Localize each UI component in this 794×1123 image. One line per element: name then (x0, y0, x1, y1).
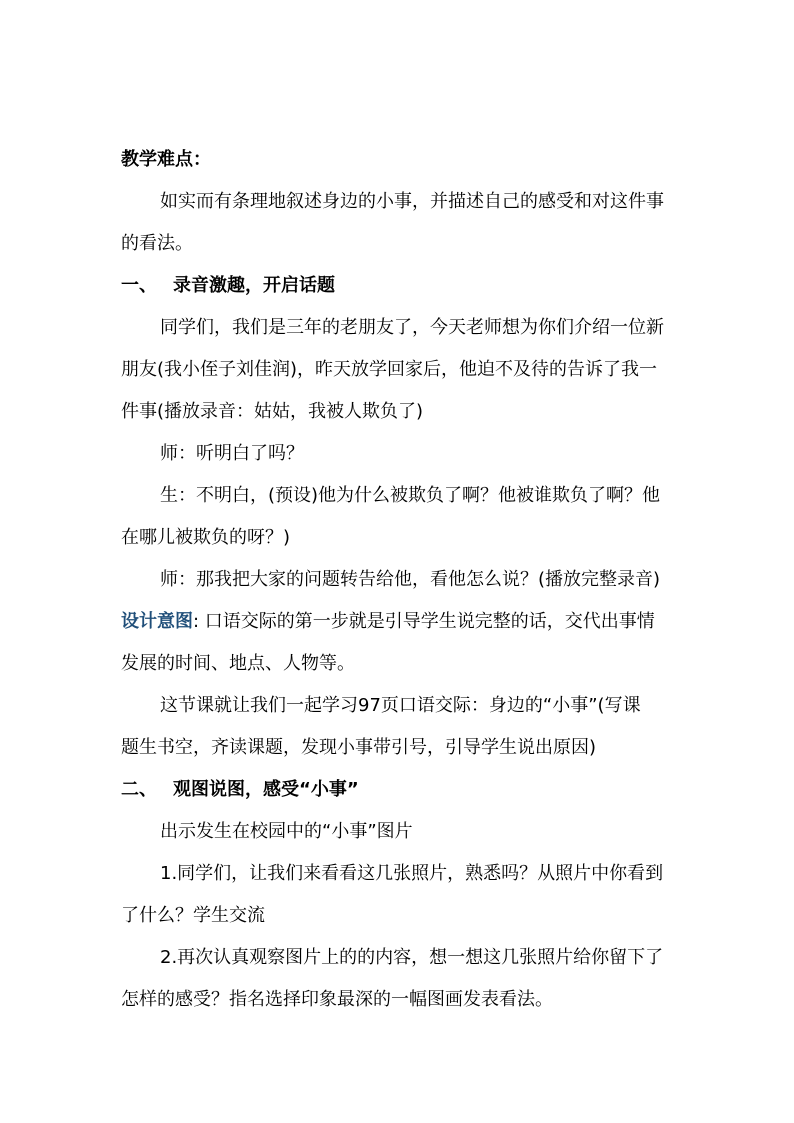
design-intent-line-1 (121, 610, 655, 634)
s2-item-2-line-2: 怎样的感受？指名选择印象最深的一幅图画发表看法。 (121, 989, 553, 1010)
section-1-number: 一、 (121, 275, 157, 296)
s2-item-1-line-1: 1.同学们，让我们来看看这几张照片，熟悉吗？从照片中你看到 (160, 863, 664, 884)
section-2-heading (121, 778, 359, 802)
section-1-title: 录音激趣，开启话题 (173, 275, 335, 296)
s2-item-1-line-2: 了什么？学生交流 (121, 905, 265, 926)
s2-intro: 出示发生在校园中的“小事”图片 (160, 821, 413, 842)
s1-paragraph2-line-2: 题生书空，齐读课题，发现小事带引号，引导学生说出原因) (121, 737, 597, 758)
design-intent-line-2: 发展的时间、地点、人物等。 (121, 653, 355, 674)
section-2-number: 二、 (121, 779, 157, 800)
student-answer-line-2: 在哪儿被欺负的呀？) (121, 527, 291, 548)
s1-paragraph2-line-1: 这节课就让我们一起学习97页口语交际：身边的“小事”(写课 (160, 695, 641, 716)
s2-item-2-line-1: 2.再次认真观察图片上的的内容，想一想这几张照片给你留下了 (160, 947, 664, 968)
s1-paragraph-line-3: 件事(播放录音：姑姑，我被人欺负了) (121, 401, 424, 422)
section-2-title: 观图说图，感受“小事” (173, 779, 359, 800)
design-intent-label: 设计意图 (121, 611, 193, 632)
difficulty-paragraph-line-1: 如实而有条理地叙述身边的小事，并描述自己的感受和对这件事 (160, 191, 664, 212)
difficulty-heading: 教学难点： (121, 149, 211, 170)
student-answer-line-1: 生：不明白，(预设)他为什么被欺负了啊？他被谁欺负了啊？他 (160, 485, 661, 506)
difficulty-paragraph-line-2: 的看法。 (121, 233, 193, 254)
s1-paragraph-line-2: 朋友(我小侄子刘佳润)，昨天放学回家后，他迫不及待的告诉了我一 (121, 359, 658, 380)
teacher-question-2: 师：那我把大家的问题转告给他，看他怎么说？(播放完整录音) (160, 569, 661, 590)
design-intent-text: : 口语交际的第一步就是引导学生说完整的话，交代出事情 (193, 611, 655, 632)
section-1-heading (121, 274, 335, 298)
teacher-question-1: 师：听明白了吗？ (160, 443, 304, 464)
s1-paragraph-line-1: 同学们，我们是三年的老朋友了，今天老师想为你们介绍一位新 (160, 317, 664, 338)
